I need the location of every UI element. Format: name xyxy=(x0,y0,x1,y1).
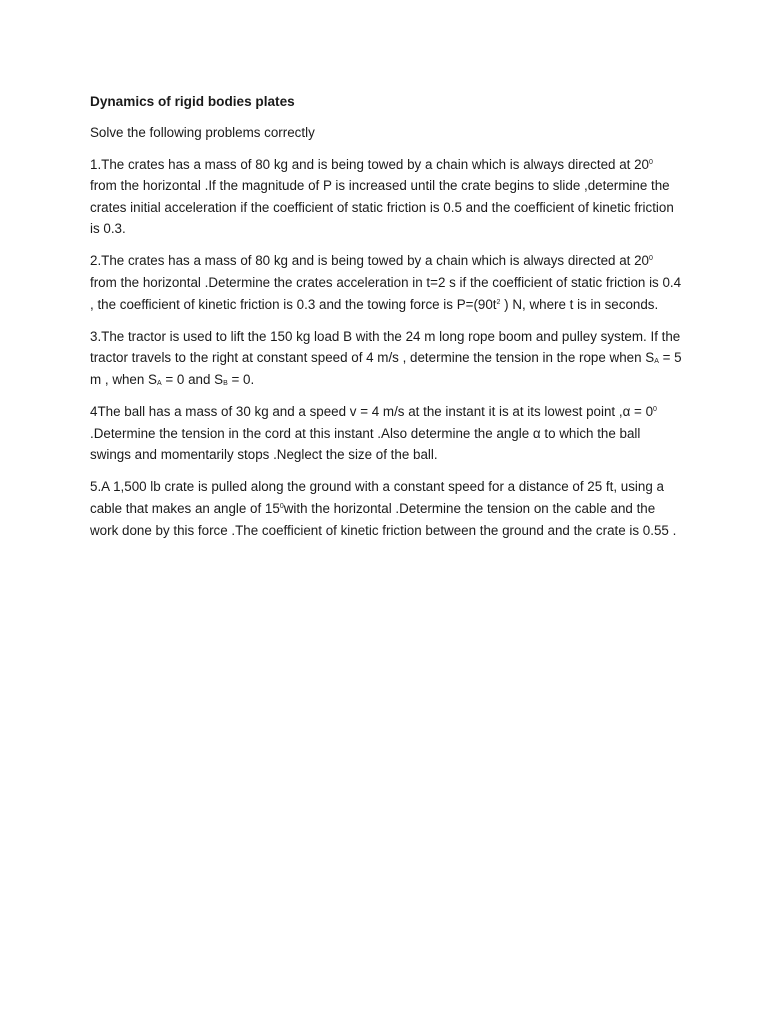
problem-3-sub-1: A xyxy=(654,358,659,366)
problem-2-text-c: ) N, where t is in seconds. xyxy=(500,296,659,312)
problem-1-text-b: from the horizontal .If the magnitude of P is increased until the crate begins to slide ,determine the crates initial acceleration if the coefficient of static friction is 0.5 and the coefficient of kinetic friction is 0.3. xyxy=(90,178,674,237)
problem-2-text-b: from the horizontal .Determine the crates acceleration in t=2 s if the coefficient of static friction is 0.4 , the coefficient of kinetic friction is 0.3 and the towing force is P=(90t xyxy=(90,275,682,312)
problem-5-degree-sup: 0 xyxy=(279,502,284,510)
problem-4-text-a: 4The ball has a mass of 30 kg and a speed v = 4 m/s at the instant it is at its lowest point ,α = 0 xyxy=(90,404,654,420)
problem-3-text-b: = 5 m , when S xyxy=(90,350,682,387)
problem-3-text-d: = 0. xyxy=(227,371,255,387)
problem-3-sub-3: B xyxy=(223,379,228,387)
problem-4 xyxy=(90,401,682,466)
problem-2-text-a: 2.The crates has a mass of 80 kg and is being towed by a chain which is always directed at 20 xyxy=(90,253,649,269)
problem-1 xyxy=(90,154,682,240)
problem-2 xyxy=(90,250,682,315)
problem-3-text-a: 3.The tractor is used to lift the 150 kg load B with the 24 m long rope boom and pulley system. If the tractor travels to the right at constant speed of 4 m/s , determine the tension in the rope when S xyxy=(90,328,681,366)
document-title: Dynamics of rigid bodies plates xyxy=(90,94,295,109)
problem-4-text-b: .Determine the tension in the cord at this instant .Also determine the angle α to which the ball swings and momentarily stops .Neglect the size of the ball. xyxy=(90,425,641,463)
problem-3 xyxy=(90,326,682,391)
document-page xyxy=(90,92,682,552)
problem-4-degree-sup: 0 xyxy=(653,406,657,414)
problem-3-sub-2: A xyxy=(156,379,162,387)
problem-2-power-sup: 2 xyxy=(496,298,501,306)
problem-1-degree-sup: 0 xyxy=(649,158,653,166)
problem-5 xyxy=(90,476,682,541)
problem-5-text-a: 5.A 1,500 lb crate is pulled along the ground with a constant speed for a distance of 25 ft, using a cable that makes an angle of 15 xyxy=(90,479,664,516)
problem-2-degree-sup: 0 xyxy=(649,255,653,263)
problem-5-text-b: with the horizontal .Determine the tension on the cable and the work done by this force .The coefficient of kinetic friction between the ground and the crate is 0.55 . xyxy=(90,500,677,538)
problem-1-text-a: 1.The crates has a mass of 80 kg and is being towed by a chain which is always directed at 20 xyxy=(90,156,649,172)
document-intro: Solve the following problems correctly xyxy=(90,125,315,140)
problem-3-text-c: = 0 and S xyxy=(161,371,224,387)
